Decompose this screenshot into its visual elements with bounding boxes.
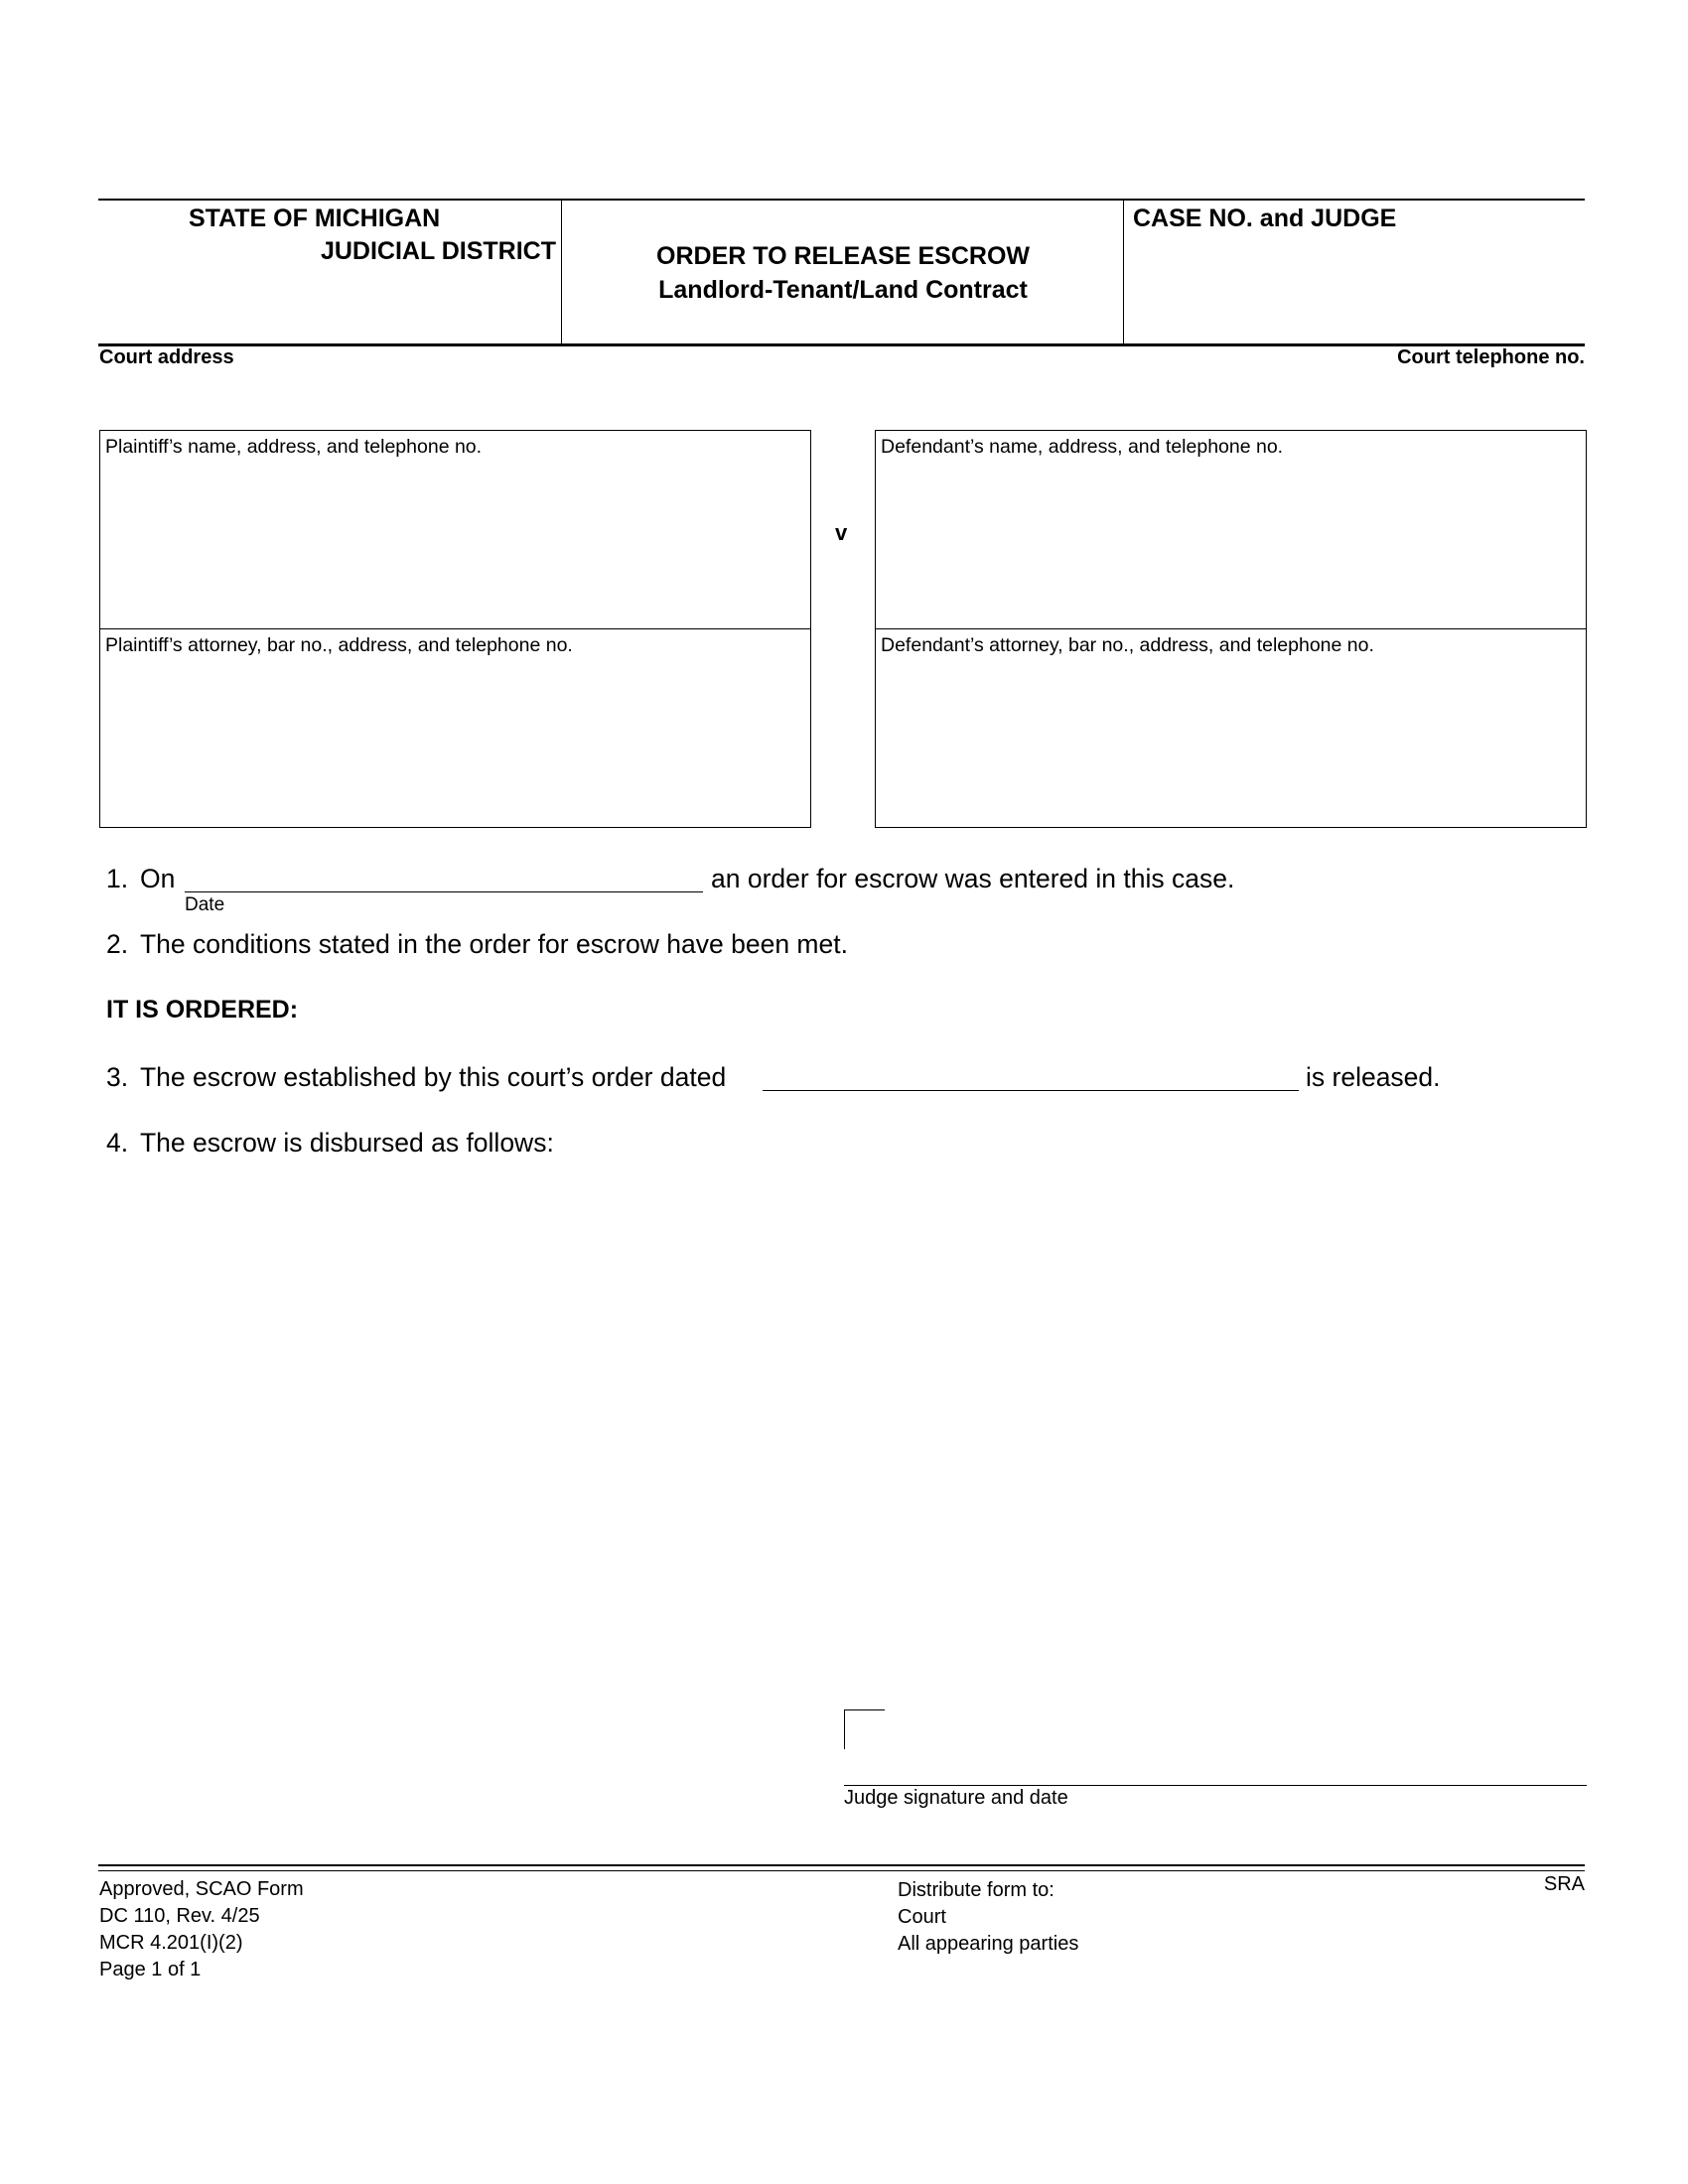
plaintiff-attorney-box[interactable]: [99, 628, 811, 828]
item3-date-field[interactable]: [763, 1090, 1299, 1091]
item3-suffix: is released.: [1306, 1062, 1441, 1092]
judge-signature-label: Judge signature and date: [844, 1787, 1068, 1809]
judge-signature-line[interactable]: [844, 1785, 1587, 1786]
distribute-parties: All appearing parties: [898, 1933, 1079, 1955]
distribute-label: Distribute form to:: [898, 1879, 1055, 1901]
footer-approved: Approved, SCAO Form: [99, 1878, 304, 1900]
item4-disbursement-area[interactable]: [140, 1171, 1580, 1668]
defendant-label: Defendant’s name, address, and telephone no.: [881, 436, 1284, 458]
case-number-field[interactable]: CASE NO. and JUDGE: [1133, 205, 1397, 232]
footer-rule-bottom: [98, 1870, 1585, 1871]
item3-prefix: The escrow established by this court’s order dated: [140, 1062, 727, 1092]
footer-sra: SRA: [1543, 1873, 1585, 1895]
seal-corner-mark: [844, 1709, 885, 1749]
item1-date-field[interactable]: [185, 891, 703, 892]
defendant-attorney-label: Defendant’s attorney, bar no., address, and telephone no.: [881, 634, 1374, 656]
header-divider-right: [1123, 200, 1124, 344]
footer-distribution: [898, 1877, 1078, 1958]
footer-rule-top: [98, 1864, 1585, 1866]
plaintiff-box[interactable]: [99, 430, 811, 629]
header-divider-left: [561, 200, 562, 344]
footer-form-info: [99, 1876, 304, 1983]
court-address-label: Court address: [99, 346, 234, 368]
judicial-district: JUDICIAL DISTRICT: [320, 237, 556, 265]
header-top-rule: [98, 199, 1585, 201]
item4-number: 4.: [106, 1128, 129, 1158]
plaintiff-label: Plaintiff’s name, address, and telephone no.: [105, 436, 483, 458]
versus-mark: v: [835, 520, 848, 545]
defendant-attorney-box[interactable]: [875, 628, 1587, 828]
header-bottom-rule: [98, 343, 1585, 346]
item1-number: 1.: [106, 864, 129, 893]
state-of-michigan: STATE OF MICHIGAN: [189, 205, 441, 232]
item3-number: 3.: [106, 1062, 129, 1092]
court-telephone-label: Court telephone no.: [1397, 346, 1585, 368]
item2-number: 2.: [106, 929, 129, 959]
it-is-ordered-heading: IT IS ORDERED:: [106, 996, 299, 1024]
form-subtitle: Landlord-Tenant/Land Contract: [658, 276, 1028, 304]
item1-prefix: On: [140, 864, 176, 893]
form-title: ORDER TO RELEASE ESCROW: [656, 242, 1030, 270]
distribute-court: Court: [898, 1906, 946, 1928]
item1-suffix: an order for escrow was entered in this case.: [711, 864, 1235, 893]
item2-text: The conditions stated in the order for escrow have been met.: [140, 929, 848, 959]
item1-date-caption: Date: [185, 894, 225, 915]
plaintiff-attorney-label: Plaintiff’s attorney, bar no., address, and telephone no.: [105, 634, 573, 656]
footer-form-number: DC 110, Rev. 4/25: [99, 1905, 260, 1927]
item4-text: The escrow is disbursed as follows:: [140, 1128, 554, 1158]
footer-page-number: Page 1 of 1: [99, 1959, 202, 1980]
footer-court-rule: MCR 4.201(I)(2): [99, 1932, 243, 1954]
defendant-box[interactable]: [875, 430, 1587, 629]
